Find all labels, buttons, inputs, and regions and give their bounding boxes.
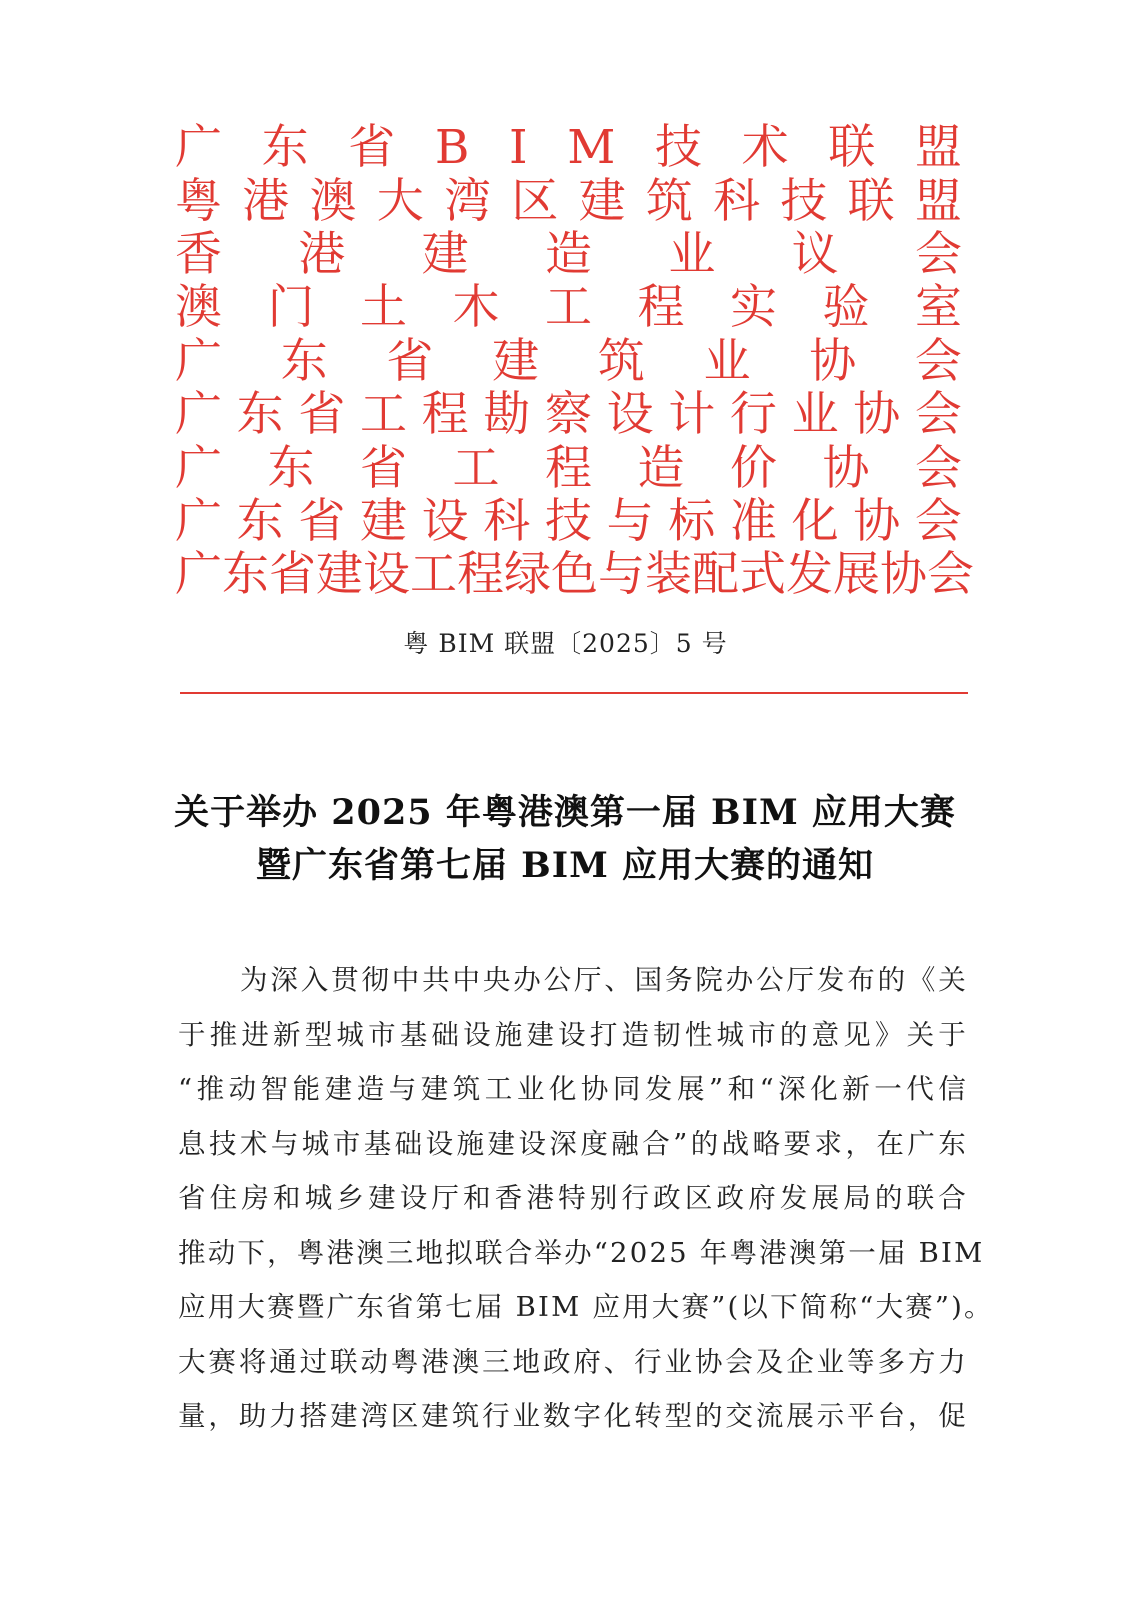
body-text-line: 息技术与城市基础设施建设深度融合”的战略要求，在广东 (178, 1127, 968, 1160)
body-text-line: 应用大赛暨广东省第七届 BIM 应用大赛”(以下简称“大赛”)。 (178, 1291, 994, 1323)
organization-name: 香 港 建 造 业 议 会 (175, 226, 962, 282)
organization-name: 澳 门 土 木 工 程 实 验 室 (175, 280, 962, 336)
organization-name: 粤 港 澳 大 湾 区 建 筑 科 技 联 盟 (175, 173, 962, 229)
body-text-line: 为深入贯彻中共中央办公厅、国务院办公厅发布的《关 (240, 964, 968, 996)
notice-body (178, 953, 994, 1444)
body-text-line: 省住房和城乡建设厅和香港特别行政区政府发展局的联合 (178, 1182, 968, 1214)
issuing-organizations (175, 120, 974, 603)
body-text-line: 大赛将通过联动粤港澳三地政府、行业协会及企业等多方力 (178, 1345, 968, 1378)
red-divider-line (180, 692, 968, 694)
organization-name: 广 东 省 工 程 勘 察 设 计 行 业 协 会 (175, 387, 962, 443)
organization-name: 广 东 省 B I M 技 术 联 盟 (175, 120, 962, 176)
organization-name: 广 东 省 工 程 造 价 协 会 (175, 440, 962, 496)
organization-name: 广 东 省 建 设 科 技 与 标 准 化 协 会 (175, 493, 962, 549)
body-text-line: 于推进新型城市基础设施建设打造韧性城市的意见》关于 (178, 1018, 968, 1051)
body-text-line: “推动智能建造与建筑工业化协同发展”和“深化新一代信 (178, 1073, 968, 1105)
organization-name: 广 东 省 建 设 工 程 绿 色 与 装 配 式 发 展 协 会 (175, 547, 974, 603)
body-text-line: 量，助力搭建湾区建筑行业数字化转型的交流展示平台，促 (178, 1400, 968, 1432)
document-number: 粤 BIM 联盟〔2025〕5 号 (403, 629, 728, 658)
notice-title-line-2: 暨广东省第七届 BIM 应用大赛的通知 (255, 845, 875, 886)
notice-title-line-1: 关于举办 2025 年粤港澳第一届 BIM 应用大赛 (174, 792, 956, 833)
body-text-line: 推动下，粤港澳三地拟联合举办“2025 年粤港澳第一届 BIM (178, 1236, 985, 1269)
organization-name: 广 东 省 建 筑 业 协 会 (175, 333, 962, 389)
